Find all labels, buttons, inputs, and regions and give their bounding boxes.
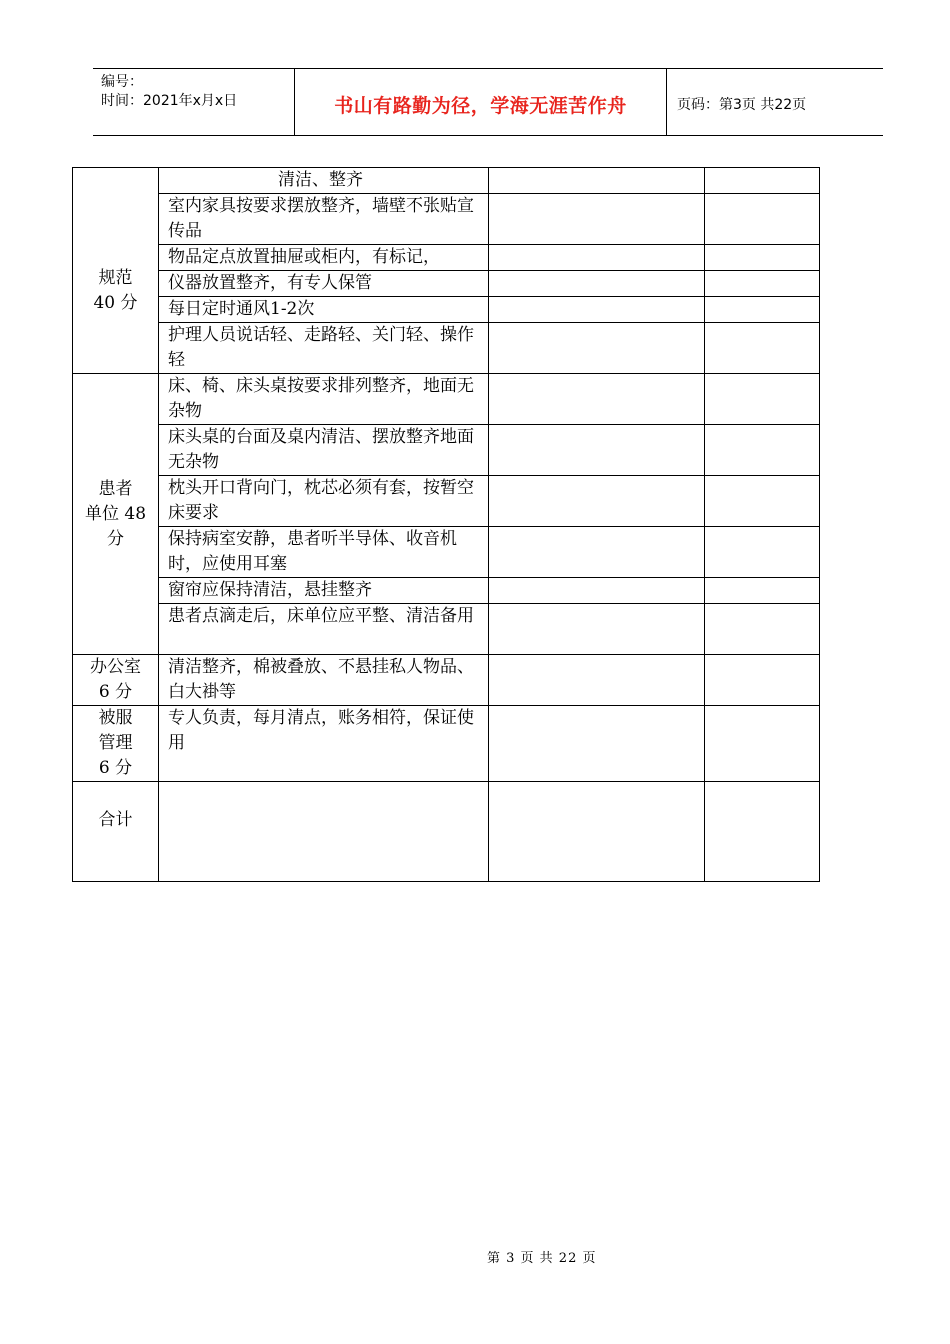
category-label: [73, 266, 158, 316]
category-text: 患者: [98, 478, 133, 499]
table-row: [73, 425, 820, 476]
time-label: 时间：2021年x月x日: [101, 93, 238, 109]
table-row: [73, 476, 820, 527]
category-cell-linen: [73, 706, 159, 782]
table-row: [73, 271, 820, 297]
score-cell: [489, 527, 705, 578]
category-text: 规范: [98, 267, 133, 288]
header-divider: [666, 69, 667, 135]
item-cell: 室内家具按要求摆放整齐，墙壁不张贴宣传品: [159, 194, 489, 245]
table-row: [73, 782, 820, 882]
page-code: 页码：第3页 共22页: [677, 97, 807, 113]
item-cell: 清洁整齐，棉被叠放、不悬挂私人物品、白大褂等: [159, 655, 489, 706]
category-cell-office: [73, 655, 159, 706]
category-text: 单位 48: [84, 503, 147, 524]
remark-cell: [705, 527, 820, 578]
page-footer: [0, 1247, 950, 1266]
category-cell-standard: [73, 168, 159, 374]
item-cell: 物品定点放置抽屉或柜内，有标记，: [159, 245, 489, 271]
category-score: 40 分: [93, 292, 138, 313]
motto-title: 书山有路勤为径，学海无涯苦作舟: [334, 95, 627, 117]
score-cell: [489, 323, 705, 374]
score-cell: [489, 425, 705, 476]
score-cell: [489, 706, 705, 782]
score-cell: [489, 476, 705, 527]
table-row: [73, 194, 820, 245]
remark-cell: [705, 655, 820, 706]
table-row: [73, 655, 820, 706]
item-cell: 清洁、整齐: [159, 168, 489, 194]
remark-cell: [705, 374, 820, 425]
table-row: [73, 527, 820, 578]
score-cell: [489, 782, 705, 882]
item-cell: 护理人员说话轻、走路轻、关门轻、操作轻: [159, 323, 489, 374]
item-cell: 床、椅、床头桌按要求排列整齐，地面无杂物: [159, 374, 489, 425]
table-row: [73, 604, 820, 655]
total-label: 合计: [98, 810, 133, 830]
remark-cell: [705, 323, 820, 374]
score-cell: [489, 655, 705, 706]
score-cell: [489, 374, 705, 425]
number-label: 编号：: [101, 74, 143, 90]
document-header: [93, 68, 883, 136]
score-cell: [489, 604, 705, 655]
remark-cell: [705, 168, 820, 194]
item-cell: [159, 782, 489, 882]
category-score: 6 分: [98, 758, 133, 778]
remark-cell: [705, 706, 820, 782]
header-meta: [101, 73, 291, 111]
remark-cell: [705, 782, 820, 882]
item-cell: 保持病室安静，患者听半导体、收音机时，应使用耳塞: [159, 527, 489, 578]
remark-cell: [705, 297, 820, 323]
score-cell: [489, 194, 705, 245]
category-text: 管理: [98, 733, 133, 753]
remark-cell: [705, 425, 820, 476]
score-cell: [489, 168, 705, 194]
item-cell: 床头桌的台面及桌内清洁、摆放整齐地面无杂物: [159, 425, 489, 476]
category-cell-patient-unit: [73, 374, 159, 655]
table-row: [73, 297, 820, 323]
item-cell: 仪器放置整齐，有专人保管: [159, 271, 489, 297]
remark-cell: [705, 578, 820, 604]
score-cell: [489, 297, 705, 323]
category-score: 6 分: [98, 682, 133, 702]
score-cell: [489, 271, 705, 297]
score-cell: [489, 578, 705, 604]
category-score: 分: [107, 528, 124, 549]
item-cell: 每日定时通风1-2次: [159, 297, 489, 323]
remark-cell: [705, 194, 820, 245]
table-row: [73, 374, 820, 425]
table-row: [73, 168, 820, 194]
inspection-table: [72, 167, 820, 882]
table-row: [73, 578, 820, 604]
footer-page-number: 第 3 页 共 22 页: [487, 1251, 597, 1266]
remark-cell: [705, 476, 820, 527]
category-label: [73, 477, 158, 552]
item-cell: 患者点滴走后，床单位应平整、清洁备用: [159, 604, 489, 655]
remark-cell: [705, 245, 820, 271]
table-row: [73, 323, 820, 374]
score-cell: [489, 245, 705, 271]
category-text: 办公室: [90, 657, 141, 677]
item-cell: 专人负责，每月清点，账务相符，保证使用: [159, 706, 489, 782]
category-text: 被服: [98, 708, 133, 728]
table-row: [73, 706, 820, 782]
total-label-cell: [73, 782, 159, 882]
item-cell: 窗帘应保持清洁，悬挂整齐: [159, 578, 489, 604]
remark-cell: [705, 604, 820, 655]
item-cell: 枕头开口背向门，枕芯必须有套，按暂空床要求: [159, 476, 489, 527]
table-row: [73, 245, 820, 271]
remark-cell: [705, 271, 820, 297]
